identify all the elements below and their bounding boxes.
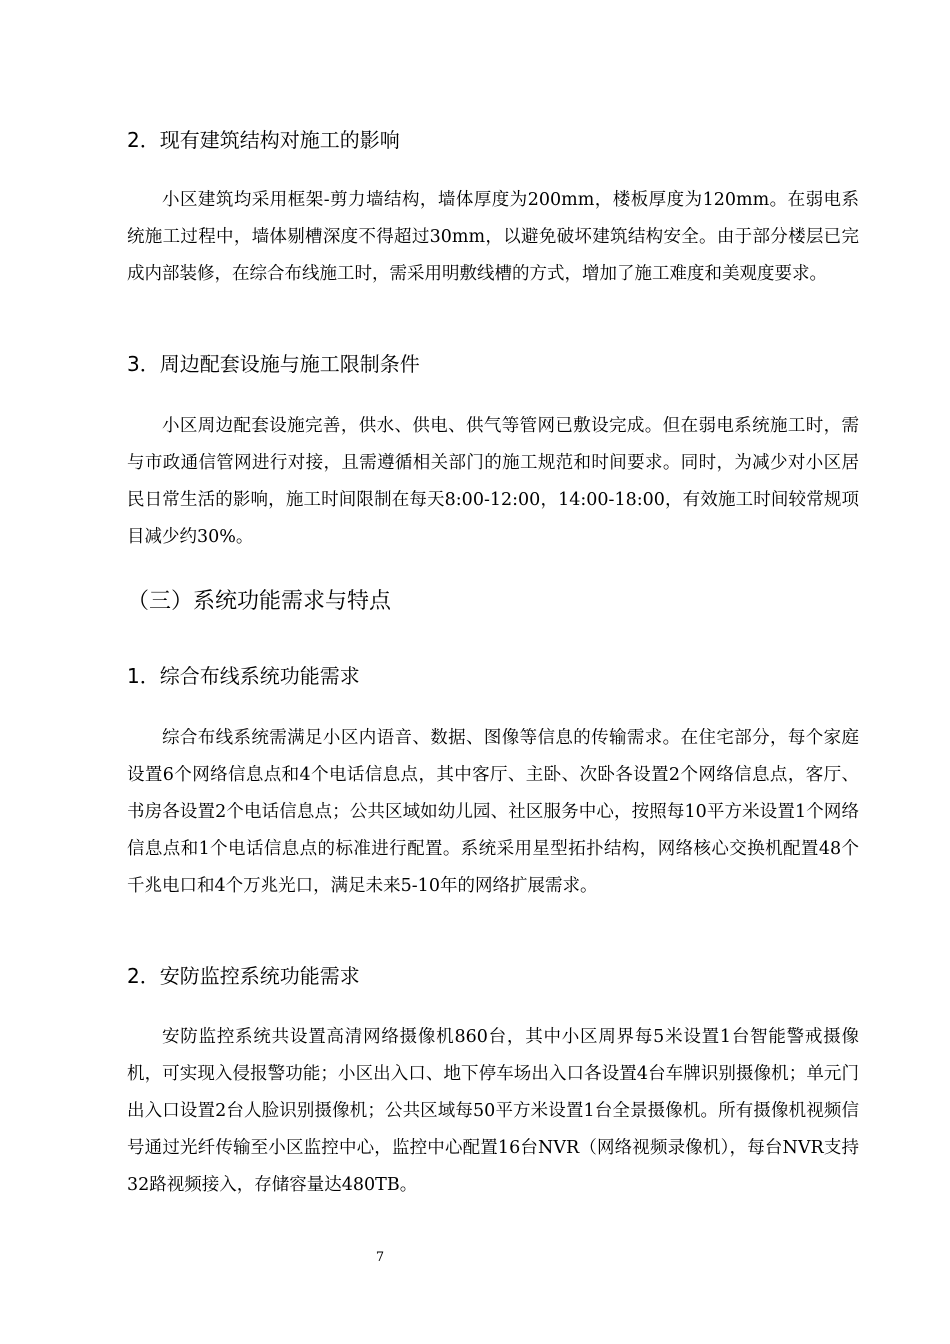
paragraph-construction-impact: 小区建筑均采用框架-剪力墙结构，墙体厚度为200mm，楼板厚度为120mm。在弱电系统施工过程中，墙体剔槽深度不得超过30mm，以避免破坏建筑结构安全。由于部分楼层已完成内部装修，在综合布线施工时，需采用明敷线槽的方式，增加了施工难度和美观度要求。: [127, 190, 859, 284]
page-number: 7: [375, 1250, 385, 1265]
paragraph-cabling-requirements: 综合布线系统需满足小区内语音、数据、图像等信息的传输需求。在住宅部分，每个家庭设置6个网络信息点和4个电话信息点，其中客厅、主卧、次卧各设置2个网络信息点，客厅、书房各设置2个电话信息点；公共区域如幼儿园、社区服务中心，按照每10平方米设置1个网络信息点和1个电话信息点的标准进行配置。系统采用星型拓扑结构，网络核心交换机配置48个千兆电口和4个万兆光口，满足未来5-10年的网络扩展需求。: [127, 728, 859, 896]
section-heading-construction-impact: 2．现有建筑结构对施工的影响: [127, 128, 400, 152]
paragraph-surrounding-facilities: 小区周边配套设施完善，供水、供电、供气等管网已敷设完成。但在弱电系统施工时，需与市政通信管网进行对接，且需遵循相关部门的施工规范和时间要求。同时，为减少对小区居民日常生活的影响，施工时间限制在每天8:00-12:00，14:00-18:00，有效施工时间较常规项目减少约30%。: [127, 416, 859, 547]
section-heading-surrounding-facilities: 3．周边配套设施与施工限制条件: [127, 352, 420, 376]
section-heading-security-monitoring: 2．安防监控系统功能需求: [127, 964, 360, 988]
section-heading-cabling-requirements: 1．综合布线系统功能需求: [127, 664, 360, 688]
paragraph-security-monitoring: 安防监控系统共设置高清网络摄像机860台，其中小区周界每5米设置1台智能警戒摄像机，可实现入侵报警功能；小区出入口、地下停车场出入口各设置4台车牌识别摄像机；单元门出入口设置2台人脸识别摄像机；公共区域每50平方米设置1台全景摄像机。所有摄像机视频信号通过光纤传输至小区监控中心，监控中心配置16台NVR（网络视频录像机），每台NVR支持32路视频接入，存储容量达480TB。: [127, 1027, 859, 1195]
chapter-heading-system-requirements: （三）系统功能需求与特点: [127, 589, 392, 614]
